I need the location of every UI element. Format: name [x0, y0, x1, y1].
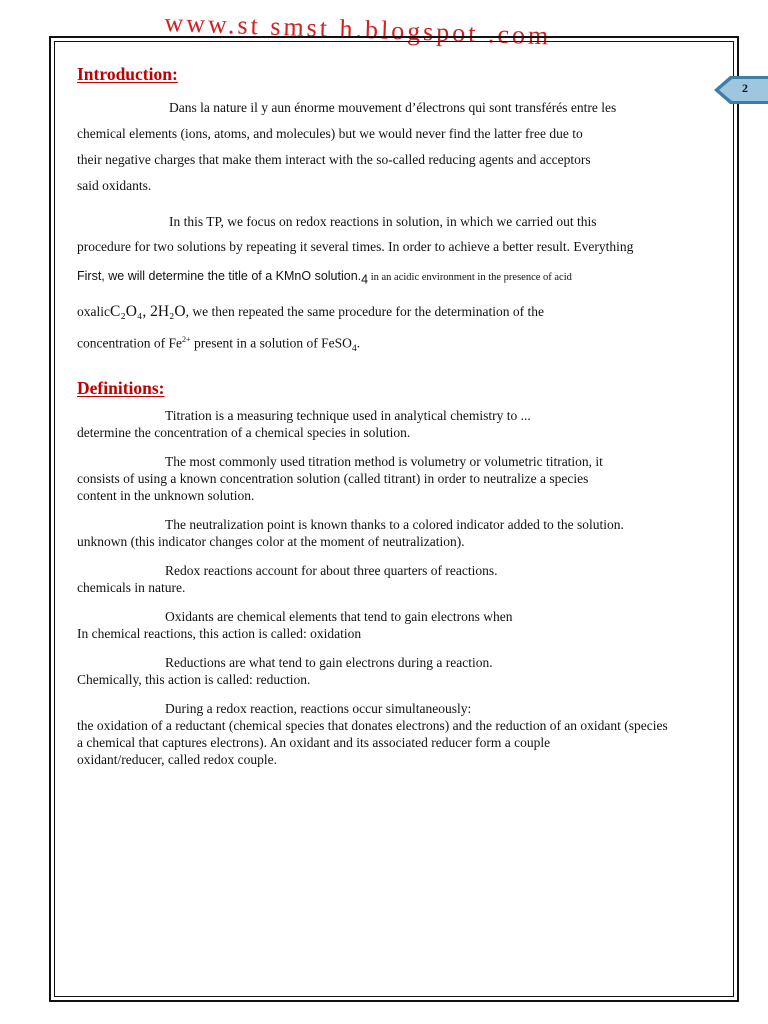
- introduction-heading: Introduction:: [77, 64, 178, 84]
- definition-line: Titration is a measuring technique used in analytical chemistry to ...: [165, 407, 531, 423]
- definition-redox: [77, 562, 722, 596]
- definition-redox-couple: [77, 700, 722, 768]
- feso-subscript: 4: [351, 342, 357, 354]
- definitions-section: [77, 378, 722, 768]
- intro-p1-line1: Dans la nature il y aun énorme mouvement d’électrons qui sont transférés entre les: [169, 100, 617, 115]
- definition-line: Reductions are what tend to gain electrons during a reaction.: [165, 654, 493, 670]
- intro-p2-line1: In this TP, we focus on redox reactions in solution, in which we carried out this: [169, 214, 597, 229]
- definition-line: Oxidants are chemical elements that tend to gain electrons when: [165, 608, 513, 624]
- page-number-tab: [714, 76, 768, 104]
- intro-p1-line3: their negative charges that make them interact with the so-called reducing agents and acceptors: [77, 152, 591, 167]
- definition-line: chemicals in nature.: [77, 579, 186, 595]
- page-tab-shape: [714, 76, 768, 104]
- fe-superscript: 2+: [181, 334, 191, 344]
- oxalic-formula: C₂O₄, 2H₂O: [110, 302, 186, 320]
- introduction-section: [77, 64, 722, 362]
- oxalic-rest: , we then repeated the same procedure for the determination of the: [185, 303, 544, 319]
- definition-line: determine the concentration of a chemical species in solution.: [77, 424, 411, 440]
- definition-oxidants: [77, 608, 722, 642]
- definition-line: The neutralization point is known thanks to a colored indicator added to the solution.: [165, 516, 624, 532]
- definition-line: unknown (this indicator changes color at the moment of neutralization).: [77, 533, 465, 549]
- definition-line: Redox reactions account for about three quarters of reactions.: [165, 562, 498, 578]
- page-number: 2: [742, 81, 748, 95]
- kmno-text: First, we will determine the title of a KMnO solution.: [77, 269, 362, 283]
- blog-watermark: www.st smst h.blogspot .com: [163, 8, 552, 51]
- intro-p2-line3: [77, 260, 722, 296]
- definition-volumetry: [77, 453, 722, 504]
- definition-reductions: [77, 654, 722, 688]
- intro-p2-line4: [77, 296, 722, 327]
- definition-neutralization: [77, 516, 722, 550]
- document-body: [77, 64, 722, 780]
- definition-line: consists of using a known concentration solution (called titrant) in order to neutralize a species: [77, 470, 589, 486]
- definition-line: Chemically, this action is called: reduction.: [77, 671, 311, 687]
- kmno-subscript: 4: [361, 272, 369, 287]
- fe-text: concentration of Fe: [77, 335, 182, 351]
- definition-titration: [77, 407, 722, 441]
- intro-p1-line2: chemical elements (ions, atoms, and molecules) but we would never find the latter free due to: [77, 126, 583, 141]
- oxalic-label: oxalic: [77, 303, 110, 319]
- acidic-env-text: in an acidic environment in the presence of acid: [368, 272, 572, 283]
- definitions-heading: Definitions:: [77, 377, 165, 398]
- definition-line: During a redox reaction, reactions occur simultaneously:: [165, 700, 472, 716]
- intro-p1-line4: said oxidants.: [77, 178, 152, 193]
- definition-line: the oxidation of a reductant (chemical species that donates electrons) and the reduction of an oxidant (species: [77, 717, 668, 733]
- feso-text: present in a solution of FeSO: [190, 335, 352, 351]
- definition-line: content in the unknown solution.: [77, 487, 255, 503]
- definition-line: In chemical reactions, this action is called: oxidation: [77, 625, 362, 641]
- definition-line: The most commonly used titration method is volumetry or volumetric titration, it: [165, 453, 603, 469]
- intro-p2-line5: [77, 327, 722, 362]
- definition-line: a chemical that captures electrons). An oxidant and its associated reducer form a couple: [77, 734, 551, 750]
- definition-line: oxidant/reducer, called redox couple.: [77, 751, 277, 767]
- feso-period: .: [356, 335, 361, 351]
- intro-p2-line2: procedure for two solutions by repeating it several times. In order to achieve a better result. Everything: [77, 239, 634, 254]
